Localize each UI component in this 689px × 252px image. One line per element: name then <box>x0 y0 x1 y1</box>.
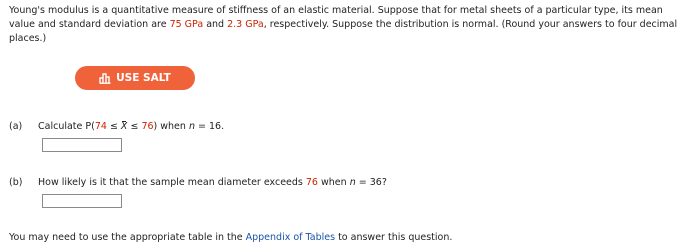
problem-statement <box>9 4 681 46</box>
question-a-upper: 76 <box>141 121 154 132</box>
x-bar-symbol: X <box>120 121 128 132</box>
sd-value: 2.3 GPa <box>227 19 264 30</box>
question-a-n-value: 16 <box>208 121 222 132</box>
question-b-threshold: 76 <box>305 177 318 188</box>
question-a-n-var: n <box>188 121 195 132</box>
mean-value: 75 GPa <box>169 19 204 30</box>
question-a <box>9 120 224 134</box>
question-b <box>9 176 387 190</box>
footer-prefix: You may need to use the appropriate table in the <box>9 232 246 243</box>
appendix-tables-link[interactable]: Appendix of Tables <box>245 232 336 243</box>
footer-suffix: to answer this question. <box>335 232 453 243</box>
use-salt-label: USE SALT <box>116 72 171 84</box>
answer-b-input[interactable] <box>42 194 122 208</box>
question-b-n-value: 36 <box>369 177 382 188</box>
question-b-mid: when <box>317 177 350 188</box>
question-a-part-label: (a) <box>9 121 23 132</box>
question-b-prefix: How likely is it that the sample mean diameter exceeds <box>38 177 306 188</box>
question-a-le2: ≤ <box>127 121 142 132</box>
intro-text-1: Young's modulus is a quantitative measure of stiffness of an elastic material. Suppose that for metal sheets of a particular type, its mean value and standard deviation are <box>9 5 663 30</box>
use-salt-button[interactable] <box>75 66 195 90</box>
question-a-lower: 74 <box>94 121 107 132</box>
question-b-part-label: (b) <box>9 177 23 188</box>
intro-text-2: and <box>203 19 228 30</box>
question-a-end: . <box>221 121 225 132</box>
question-a-le1: ≤ <box>106 121 121 132</box>
question-a-eq: = <box>194 121 209 132</box>
intro-text-3: , respectively. Suppose the distribution is normal. (Round your answers to four decimal places.) <box>9 19 678 44</box>
question-b-n-var: n <box>349 177 356 188</box>
answer-a-input[interactable] <box>42 138 122 152</box>
salt-shaker-icon <box>99 72 111 84</box>
question-b-eq: = <box>355 177 370 188</box>
question-b-end: ? <box>381 177 387 188</box>
footer-note <box>9 231 452 245</box>
question-a-mid: ) when <box>153 121 189 132</box>
question-a-prefix: Calculate P( <box>38 121 95 132</box>
